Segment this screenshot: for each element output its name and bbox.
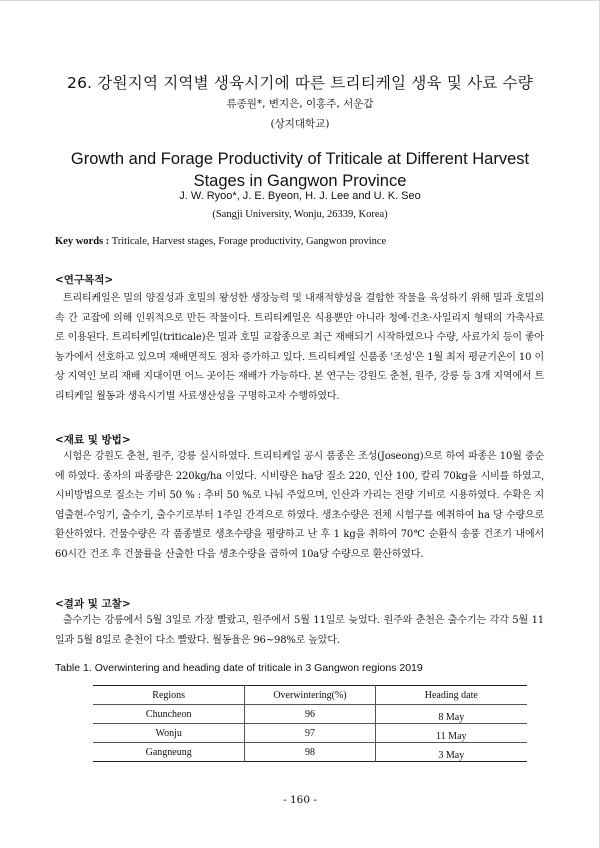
korean-title: 26. 강원지역 지역별 생육시기에 따른 트리티케일 생육 및 사료 수량: [67, 74, 533, 92]
table-cell-heading-date: 3 May: [438, 750, 465, 761]
keywords-text: Triticale, Harvest stages, Forage productivity, Gangwon province: [111, 236, 387, 247]
table-cell-region: Gangneung: [93, 743, 245, 762]
table-header-overwintering: Overwintering(%): [245, 686, 375, 705]
table-row: [93, 743, 527, 762]
page-border-top: [0, 0, 600, 1]
table-cell-region: Chuncheon: [93, 705, 245, 724]
section-heading-purpose: <연구목적>: [55, 274, 114, 286]
table-row: [93, 705, 527, 724]
table-cell-heading-date: 8 May: [438, 712, 465, 723]
table-caption: Table 1. Overwintering and heading date of triticale in 3 Gangwon regions 2019: [55, 662, 423, 674]
english-affiliation: (Sangji University, Wonju, 26339, Korea): [212, 209, 388, 220]
section-body-methods: 시험은 강원도 춘천, 원주, 강릉 실시하였다. 트리티케일 공시 품종은 조성(Joseong)으로 하여 파종은 10월 중순에 하였다. 종자의 파종량은 220kg/ha 이었다. 시비량은 ha당 질소 220, 인산 100, 칼리 70kg을 시비를 하였고, 시비방법으로 질소는 기비 50 % : 추비 50 %로 나눠 주었으며, 인산과 가리는 전량 기비로 시용하였다. 수확은 지엽출현-수잉기, 출수기, 출수기로부터 1주일 간격으로 하였다. 생초수량은 전체 시험구를 예취하여 ha 당 수량으로 환산하였다. 건물수량은 각 품종별로 생초수량을 평량하고 난 후 1 kg을 취하여 70℃ 순환식 송풍 건조기 내에서 60시간 건조 후 건물률을 산출한 다음 생초수량을 곱하여 10a당 수량으로 환산하였다.: [55, 451, 544, 560]
results-table: [93, 685, 527, 762]
section-heading-methods: <재료 및 방법>: [55, 434, 131, 446]
section-body-results: 출수기는 강릉에서 5월 3일로 가장 빨랐고, 원주에서 5월 11일로 늦었다. 원주와 춘천은 출수기는 각각 5월 11일과 5월 8일로 춘천이 다소 빨랐다. 월동율은 96~98%로 높았다.: [55, 615, 544, 646]
table-row: [93, 724, 527, 743]
table-header-heading-date: Heading date: [424, 689, 478, 701]
keywords-line: [55, 236, 555, 247]
table-header-regions: Regions: [93, 686, 245, 705]
table-header-row: [93, 686, 527, 705]
table-cell-overwintering: 96: [245, 705, 375, 724]
korean-affiliation: (상지대학교): [270, 118, 330, 130]
page-number: - 160 -: [283, 794, 317, 806]
table-cell-overwintering: 98: [245, 743, 375, 762]
table-cell-overwintering: 97: [245, 724, 375, 743]
korean-authors: 류종원*, 변지은, 이홍주, 서운갑: [226, 98, 374, 110]
keywords-label: Key words :: [55, 236, 110, 247]
english-authors: J. W. Ryoo*, J. E. Byeon, H. J. Lee and U. K. Seo: [179, 190, 421, 202]
table-cell-region: Wonju: [93, 724, 245, 743]
section-body-purpose: 트리티케일은 밀의 양질성과 호밀의 왕성한 생장능력 및 내재적향성을 결합한 작물을 육성하기 위해 밀과 호밀의 속 간 교잡에 의해 인위적으로 만든 작물이다. 트리티케일은 식용뿐만 아니라 청예·건초·사일리지 형태의 가축사료로 이용된다. 트리티케일(triticale)은 밀과 호밀 교잡종으로 최근 재배되기 시작하였으나 수량, 사료가치 등이 좋아 농가에서 선호하고 있으며 재배면적도 점차 증가하고 있다. 트리티케일 신품종 '조성'은 1월 최저 평균기온이 10 이상 지역인 보리 재배 지대이면 어느 곳이든 재배가 가능하다. 본 연구는 강원도 춘천, 원주, 강릉 등 3개 지역에서 트리티케일 월동과 생육시기별 사료생산성을 구명하고자 수행하였다.: [55, 293, 544, 402]
english-title: Growth and Forage Productivity of Triticale at Different Harvest Stages in Gangwon Province: [70, 150, 530, 190]
section-heading-results: <결과 및 고찰>: [55, 598, 131, 610]
table-cell-heading-date: 11 May: [436, 731, 467, 742]
